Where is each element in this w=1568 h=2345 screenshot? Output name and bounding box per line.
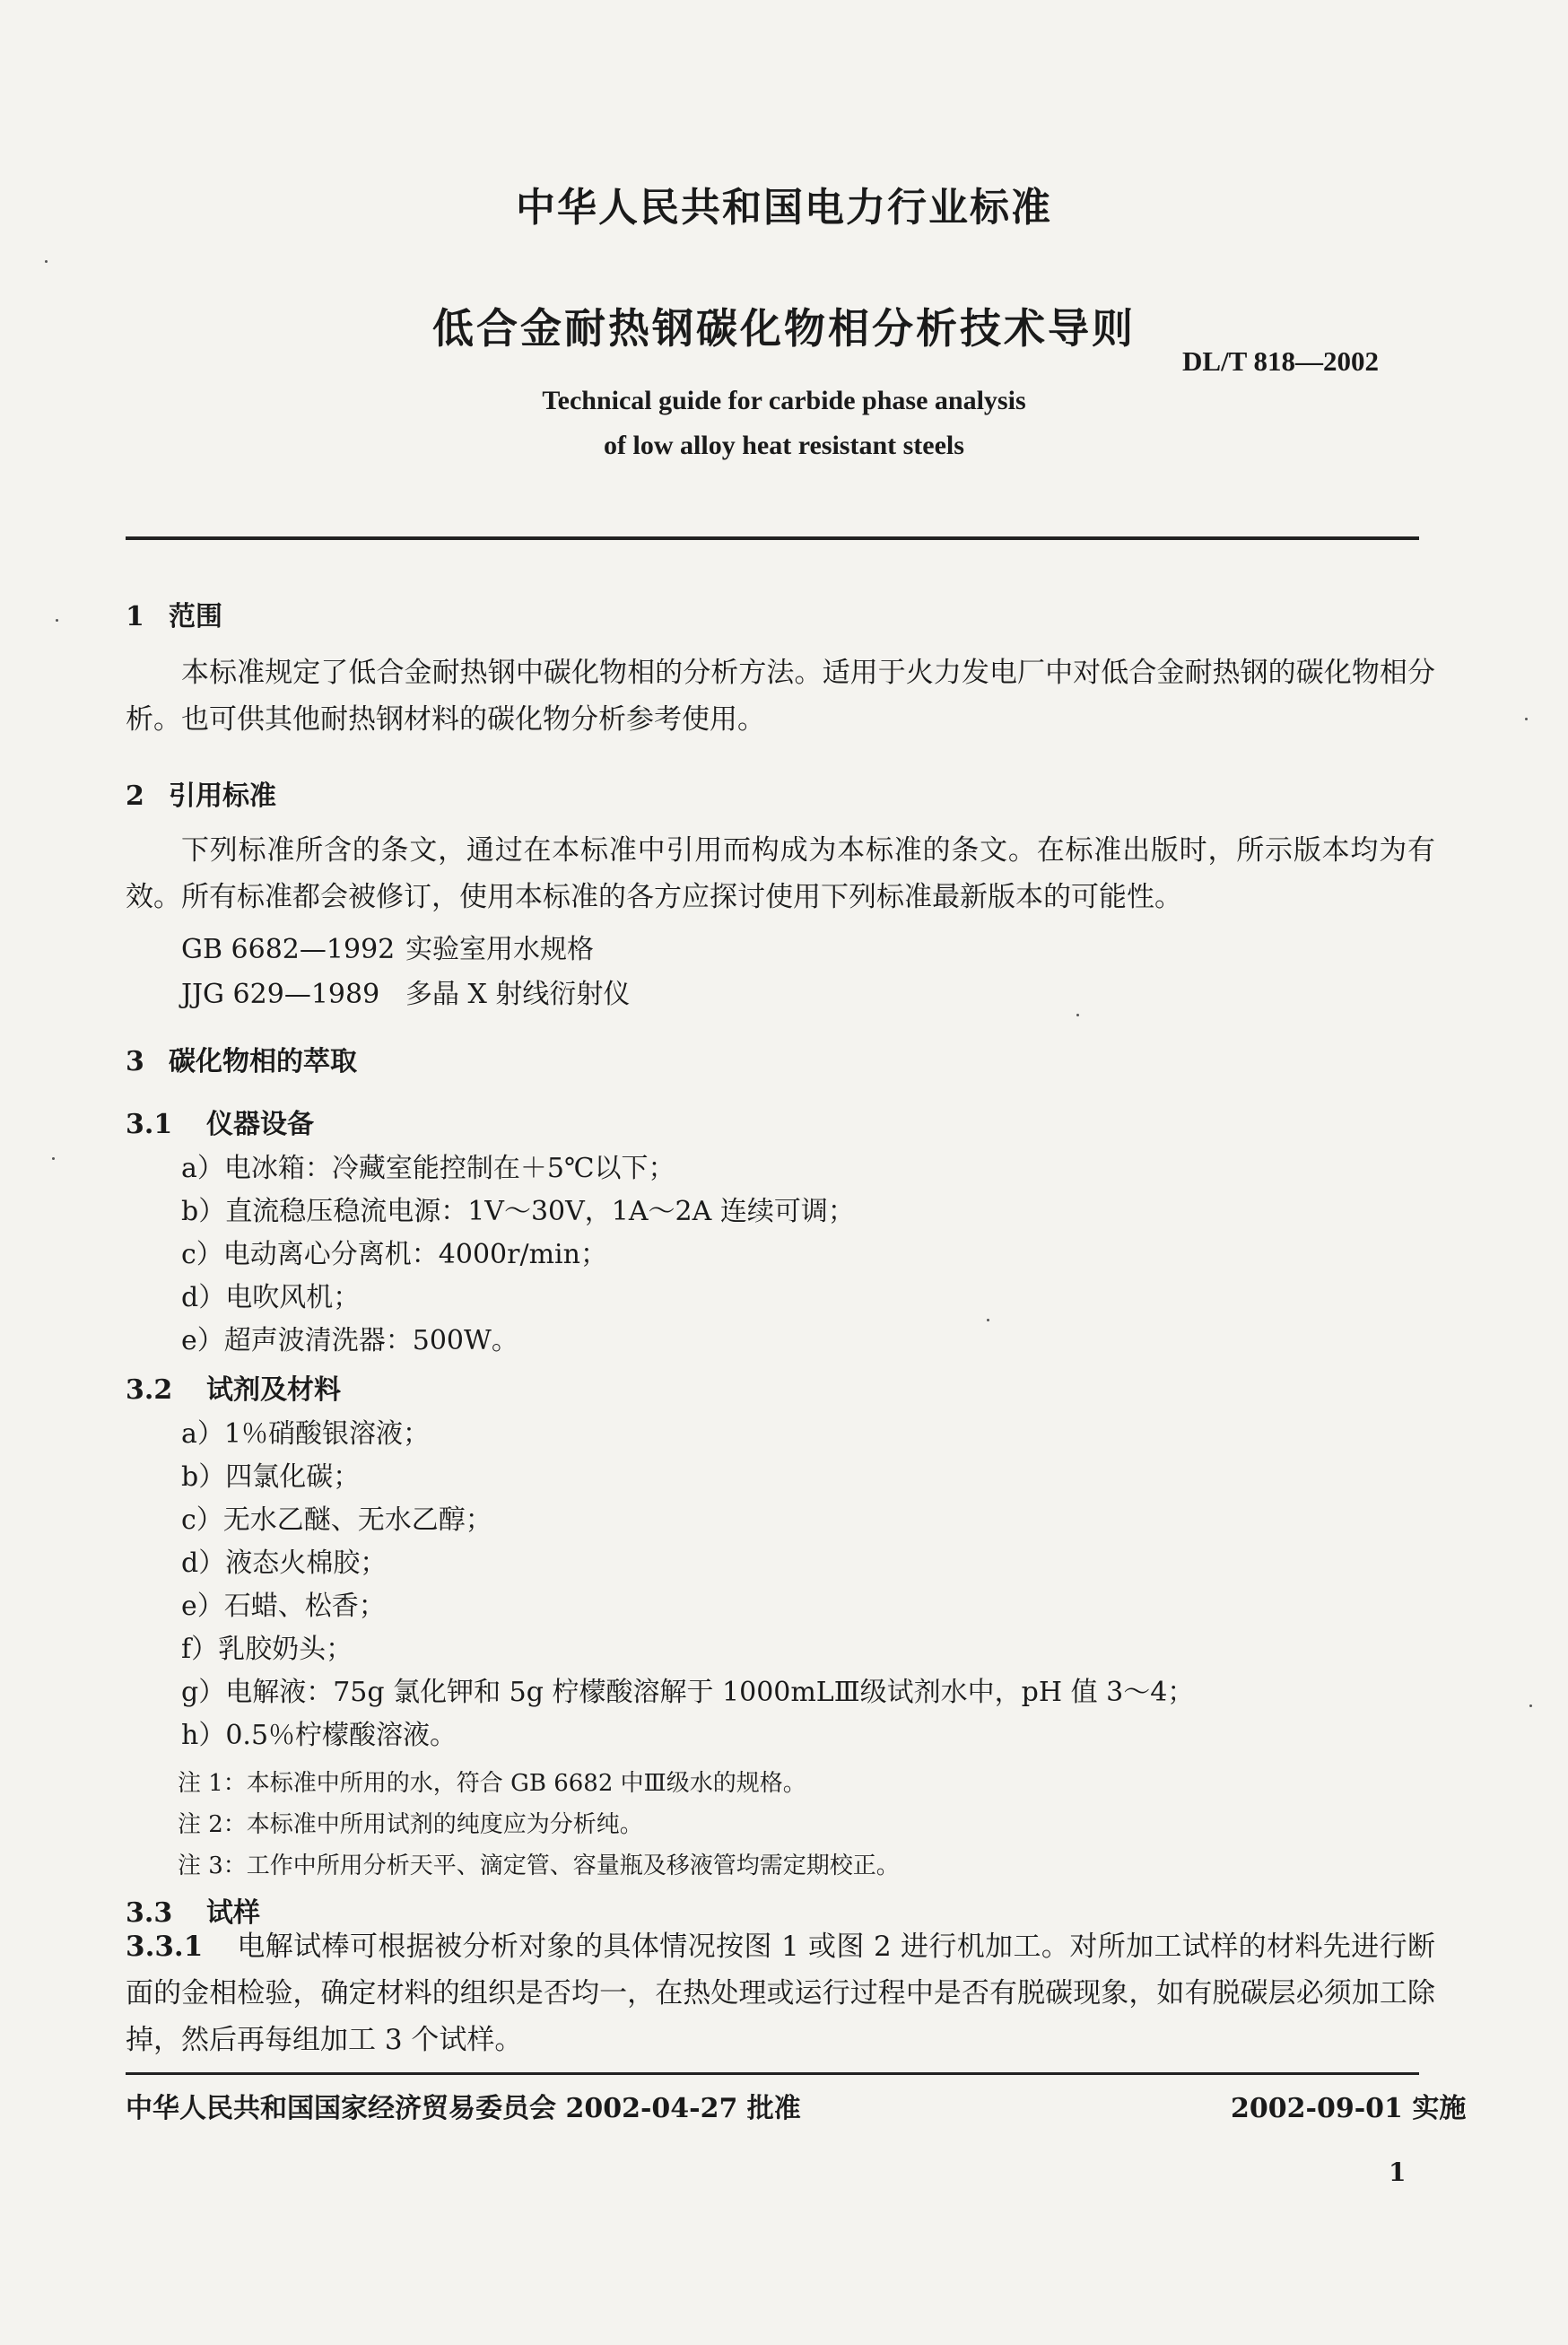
section-1-paragraph: 本标准规定了低合金耐热钢中碳化物相的分析方法。适用于火力发电厂中对低合金耐热钢的碳化物相分析。也可供其他耐热钢材料的碳化物分析参考使用。 xyxy=(126,657,1435,736)
reference-code: JJG 629—1989 xyxy=(181,979,380,1010)
footer-divider xyxy=(126,2072,1419,2075)
clause-text: 电解试棒可根据被分析对象的具体情况按图 1 或图 2 进行机加工。对所加工试样的材料先进行断面的金相检验，确定材料的组织是否均一，在热处理或运行过程中是否有脱碳现象，如有脱碳层必须加工除掉，然后再每组加工 3 个试样。 xyxy=(126,1931,1435,2056)
header-divider xyxy=(126,536,1419,540)
reference-item xyxy=(181,972,630,1011)
document-title-en-line2: of low alloy heat resistant steels xyxy=(604,431,964,460)
subsection-title: 试样 xyxy=(206,1897,260,1929)
equipment-item: e）超声波清洗器：500W。 xyxy=(181,1325,518,1356)
scan-speck xyxy=(1529,1704,1532,1707)
section-number: 2 xyxy=(126,780,144,812)
reagent-item: b）四氯化碳； xyxy=(181,1461,361,1493)
reference-code: GB 6682—1992 xyxy=(181,934,396,965)
clause-3-3-1 xyxy=(126,1923,1435,2063)
reference-name: 实验室用水规格 xyxy=(405,934,594,965)
approval-line: 中华人民共和国国家经济贸易委员会 2002-04-27 批准 xyxy=(126,2093,801,2124)
equipment-item: b）直流稳压稳流电源：1V～30V，1A～2A 连续可调； xyxy=(181,1196,855,1227)
subsection-title: 仪器设备 xyxy=(206,1109,314,1140)
equipment-item: c）电动离心分离机：4000r/min； xyxy=(181,1239,607,1270)
industry-standard-heading: 中华人民共和国电力行业标准 xyxy=(516,185,1052,231)
note: 注 2：本标准中所用试剂的纯度应为分析纯。 xyxy=(178,1811,643,1838)
reagent-item: c）无水乙醚、无水乙醇； xyxy=(181,1504,492,1536)
document-title-cn: 低合金耐热钢碳化物相分析技术导则 xyxy=(432,304,1136,353)
equipment-item: a）电冰箱：冷藏室能控制在＋5℃以下； xyxy=(181,1153,675,1184)
reagent-item: h）0.5％柠檬酸溶液。 xyxy=(181,1720,457,1751)
section-title: 范围 xyxy=(169,601,222,632)
reagent-item: e）石蜡、松香； xyxy=(181,1591,386,1622)
note: 注 3：工作中所用分析天平、滴定管、容量瓶及移液管均需定期校正。 xyxy=(178,1852,900,1879)
scan-speck xyxy=(1525,718,1528,720)
section-number: 1 xyxy=(126,601,144,632)
clause-number: 3.3.1 xyxy=(126,1931,204,1963)
reagent-item: g）电解液：75g 氯化钾和 5g 柠檬酸溶解于 1000mLⅢ级试剂水中，pH 值 3～4； xyxy=(181,1677,1195,1708)
reagent-item: a）1％硝酸银溶液； xyxy=(181,1418,430,1450)
subsection-3-1-heading xyxy=(126,1102,314,1141)
subsection-3-2-heading xyxy=(126,1367,341,1407)
page-number: 1 xyxy=(1389,2158,1407,2187)
scan-speck xyxy=(56,619,58,622)
section-title: 碳化物相的萃取 xyxy=(169,1046,357,1077)
reagent-item: f）乳胶奶头； xyxy=(181,1634,353,1665)
section-3-heading xyxy=(126,1039,357,1078)
standard-code: DL/T 818—2002 xyxy=(1182,345,1380,377)
equipment-item: d）电吹风机； xyxy=(181,1282,361,1313)
section-2-paragraph: 下列标准所含的条文，通过在本标准中引用而构成为本标准的条文。在标准出版时，所示版本均为有效。所有标准都会被修订，使用本标准的各方应探讨使用下列标准最新版本的可能性。 xyxy=(126,834,1435,913)
section-title: 引用标准 xyxy=(169,780,276,812)
scan-speck xyxy=(45,260,48,263)
subsection-number: 3.1 xyxy=(126,1109,173,1140)
subsection-title: 试剂及材料 xyxy=(206,1374,341,1406)
section-1-heading xyxy=(126,594,222,633)
section-number: 3 xyxy=(126,1046,144,1077)
scan-speck xyxy=(52,1157,55,1160)
subsection-number: 3.3 xyxy=(126,1897,173,1929)
reference-name: 多晶 X 射线衍射仪 xyxy=(405,979,631,1010)
note: 注 1：本标准中所用的水，符合 GB 6682 中Ⅲ级水的规格。 xyxy=(178,1770,806,1797)
scan-speck xyxy=(987,1319,989,1321)
section-2-heading xyxy=(126,773,276,813)
document-title-en-line1: Technical guide for carbide phase analysis xyxy=(542,386,1026,415)
scan-speck xyxy=(1076,1014,1079,1016)
subsection-number: 3.2 xyxy=(126,1374,173,1406)
implementation-date: 2002-09-01 实施 xyxy=(1231,2093,1467,2124)
reference-item xyxy=(181,927,594,966)
reagent-item: d）液态火棉胶； xyxy=(181,1547,388,1579)
